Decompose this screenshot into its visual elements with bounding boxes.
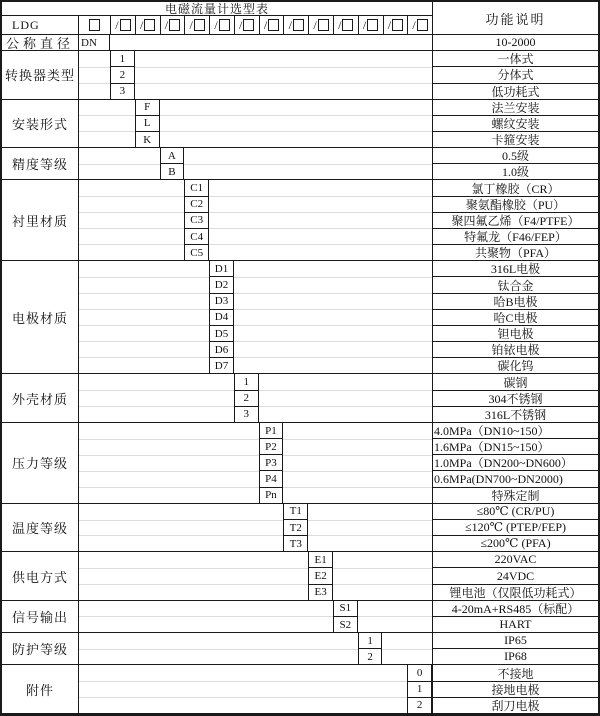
desc-column (432, 665, 598, 713)
function-column-header: 功能说明 (432, 2, 598, 34)
option-code: E1 (309, 552, 332, 568)
model-prefix: LDG (2, 16, 79, 34)
desc-column (432, 374, 598, 422)
code-column (407, 665, 432, 713)
function-desc: IP68 (504, 649, 527, 664)
function-desc: 铂铱电极 (433, 342, 598, 358)
function-desc: 碳化钨 (497, 359, 534, 374)
function-desc: 分体式 (433, 67, 598, 83)
model-slot: / (407, 16, 432, 34)
function-desc: 0.6MPa(DN700~DN2000) (433, 471, 598, 487)
desc-column (432, 423, 598, 503)
model-slot: / (383, 16, 408, 34)
group-electrode-material (2, 260, 598, 373)
function-desc: 卡箍安装 (491, 133, 540, 148)
function-desc: 不接地 (433, 665, 598, 681)
function-desc: 接地电极 (433, 682, 598, 698)
function-desc: 4-20mA+RS485（标配） (433, 601, 598, 617)
model-slot: / (259, 16, 284, 34)
code-column (110, 51, 135, 99)
option-code: D4 (210, 310, 233, 326)
checkbox-icon (89, 19, 100, 31)
group-protection-rating (2, 632, 598, 664)
option-code: S1 (334, 601, 357, 617)
dn-code: DN (79, 35, 110, 50)
option-code: L (136, 116, 159, 132)
option-code: C1 (185, 180, 208, 196)
checkbox-icon (342, 19, 353, 31)
function-desc: 特殊定制 (491, 488, 540, 503)
model-slot: / (160, 16, 185, 34)
code-column (234, 374, 259, 422)
group-accuracy-class (2, 147, 598, 179)
function-desc: ≤80℃ (CR/PU) (433, 504, 598, 520)
checkbox-icon (169, 19, 180, 31)
code-column (358, 633, 383, 664)
group-label: 外壳材质 (2, 374, 79, 422)
page-title: 电磁流量计选型表 (2, 2, 432, 16)
function-desc: 聚氨酯橡胶（PU） (433, 197, 598, 213)
function-desc: ≤120℃ (PTEP/FEP) (433, 520, 598, 536)
checkbox-icon (293, 19, 304, 31)
function-desc: 刮刀电极 (491, 698, 540, 713)
option-code: 0 (408, 665, 431, 681)
checkbox-icon (144, 19, 155, 31)
checkbox-icon (392, 19, 403, 31)
option-code: P2 (260, 439, 283, 455)
checkbox-icon (243, 19, 254, 31)
option-code: 1 (235, 374, 258, 390)
function-desc: 螺纹安装 (433, 116, 598, 132)
function-desc: 哈B电极 (433, 294, 598, 310)
desc-column (432, 100, 598, 148)
option-code: E3 (314, 586, 327, 599)
group-label: 温度等级 (2, 504, 79, 552)
checkbox-icon (367, 19, 378, 31)
model-slot: / (110, 16, 135, 34)
function-desc: 聚四氟乙烯（F4/PTFE） (433, 213, 598, 229)
function-desc: ≤200℃ (PFA) (480, 536, 551, 551)
checkbox-icon (120, 19, 131, 31)
code-column (209, 261, 234, 373)
group-pressure-rating (2, 422, 598, 503)
model-slot: / (135, 16, 160, 34)
option-code: 1 (111, 51, 134, 67)
option-code: B (168, 165, 176, 178)
group-power-supply (2, 551, 598, 600)
desc-column (432, 148, 598, 179)
group-label: 安装形式 (2, 100, 79, 148)
function-desc: 0.5级 (433, 148, 598, 164)
function-desc: 钽电极 (433, 326, 598, 342)
group-liner-material (2, 179, 598, 260)
header-band (2, 2, 598, 34)
function-desc: 220VAC (433, 552, 598, 568)
desc-column (432, 504, 598, 552)
function-desc: 24VDC (433, 568, 598, 584)
option-code: D6 (210, 342, 233, 358)
model-slot: / (358, 16, 383, 34)
function-desc: 1.0级 (501, 165, 529, 180)
option-code: 2 (111, 67, 134, 83)
option-code: E2 (309, 568, 332, 584)
option-code: C4 (185, 229, 208, 245)
option-code: 2 (367, 650, 373, 663)
option-code: K (143, 133, 152, 146)
code-column (160, 148, 185, 179)
function-desc: 4.0MPa（DN10~150） (433, 423, 598, 439)
option-code: T3 (289, 537, 302, 550)
code-column (184, 180, 209, 260)
group-label: 转换器类型 (2, 51, 79, 99)
option-code: D5 (210, 326, 233, 342)
checkbox-icon (219, 19, 230, 31)
option-code: 2 (235, 391, 258, 407)
group-installation-type (2, 99, 598, 148)
code-column (333, 601, 358, 632)
group-label: 供电方式 (2, 552, 79, 600)
option-code: T2 (284, 520, 307, 536)
function-desc: 304不锈钢 (433, 391, 598, 407)
option-code: A (161, 148, 184, 164)
desc-column (432, 180, 598, 260)
option-code: D3 (210, 294, 233, 310)
function-desc: 一体式 (433, 51, 598, 67)
option-code: 1 (408, 682, 431, 698)
option-code: P1 (260, 423, 283, 439)
code-column (283, 504, 308, 552)
group-signal-output (2, 600, 598, 632)
checkbox-icon (417, 19, 428, 31)
option-code: C2 (185, 197, 208, 213)
option-code: D1 (210, 261, 233, 277)
group-label: 衬里材质 (2, 180, 79, 260)
option-code: Pn (265, 489, 277, 502)
option-code: C3 (185, 213, 208, 229)
group-label: 压力等级 (2, 423, 79, 503)
code-column (135, 100, 160, 148)
function-desc: 共聚物（PFA） (474, 246, 557, 261)
group-label: 精度等级 (2, 148, 79, 179)
model-slot: / (234, 16, 259, 34)
group-label: 信号输出 (2, 601, 79, 632)
model-slot: / (308, 16, 333, 34)
function-desc: 1.0MPa（DN200~DN600） (433, 455, 598, 471)
function-desc: IP65 (433, 633, 598, 649)
option-code: 2 (416, 699, 423, 712)
desc-column (432, 601, 598, 632)
option-code: D7 (214, 359, 229, 372)
desc-column (432, 552, 598, 600)
option-code: 3 (119, 85, 126, 98)
model-slot: / (283, 16, 308, 34)
group-label: 防护等级 (2, 633, 79, 664)
group-label: 公称直径 (2, 35, 79, 50)
option-code: C5 (190, 246, 204, 259)
group-label: 电极材质 (2, 261, 79, 373)
function-desc: 氯丁橡胶（CR） (433, 180, 598, 196)
model-slot: / (333, 16, 358, 34)
checkbox-icon (268, 19, 279, 31)
group-temperature-rating (2, 503, 598, 552)
option-code: 3 (243, 408, 249, 421)
option-code: T1 (284, 504, 307, 520)
group-accessories (2, 664, 598, 713)
group-converter-type (2, 50, 598, 99)
function-desc: 锂电池（仅限低功耗式） (449, 585, 582, 600)
function-desc: 碳钢 (433, 374, 598, 390)
function-desc: 低功耗式 (491, 84, 540, 99)
option-code: S2 (339, 618, 352, 631)
model-slot: / (184, 16, 209, 34)
option-code: 1 (359, 633, 382, 649)
option-code: F (136, 100, 159, 116)
function-desc: 特氟龙（F46/FEP） (433, 229, 598, 245)
group-housing-material (2, 373, 598, 422)
function-desc: 法兰安装 (433, 100, 598, 116)
desc-column (432, 51, 598, 99)
desc-column (432, 633, 598, 664)
option-code: D2 (210, 277, 233, 293)
function-desc: 316L电极 (433, 261, 598, 277)
function-desc: HART (499, 617, 532, 632)
checkbox-icon (318, 19, 329, 31)
model-slot: / (209, 16, 234, 34)
option-code: P3 (260, 455, 283, 471)
function-desc: 哈C电极 (433, 310, 598, 326)
group-nominal-diameter (2, 34, 598, 50)
function-desc: 10-2000 (495, 35, 536, 50)
desc-column (432, 261, 598, 373)
function-desc: 316L不锈钢 (484, 407, 547, 422)
group-label: 附件 (2, 665, 79, 713)
model-base-box (79, 16, 110, 34)
option-code: P4 (260, 471, 283, 487)
checkbox-icon (194, 19, 205, 31)
code-column (308, 552, 333, 600)
function-desc: 1.6MPa（DN15~150） (433, 439, 598, 455)
code-column (259, 423, 284, 503)
function-desc: 钛合金 (433, 277, 598, 293)
